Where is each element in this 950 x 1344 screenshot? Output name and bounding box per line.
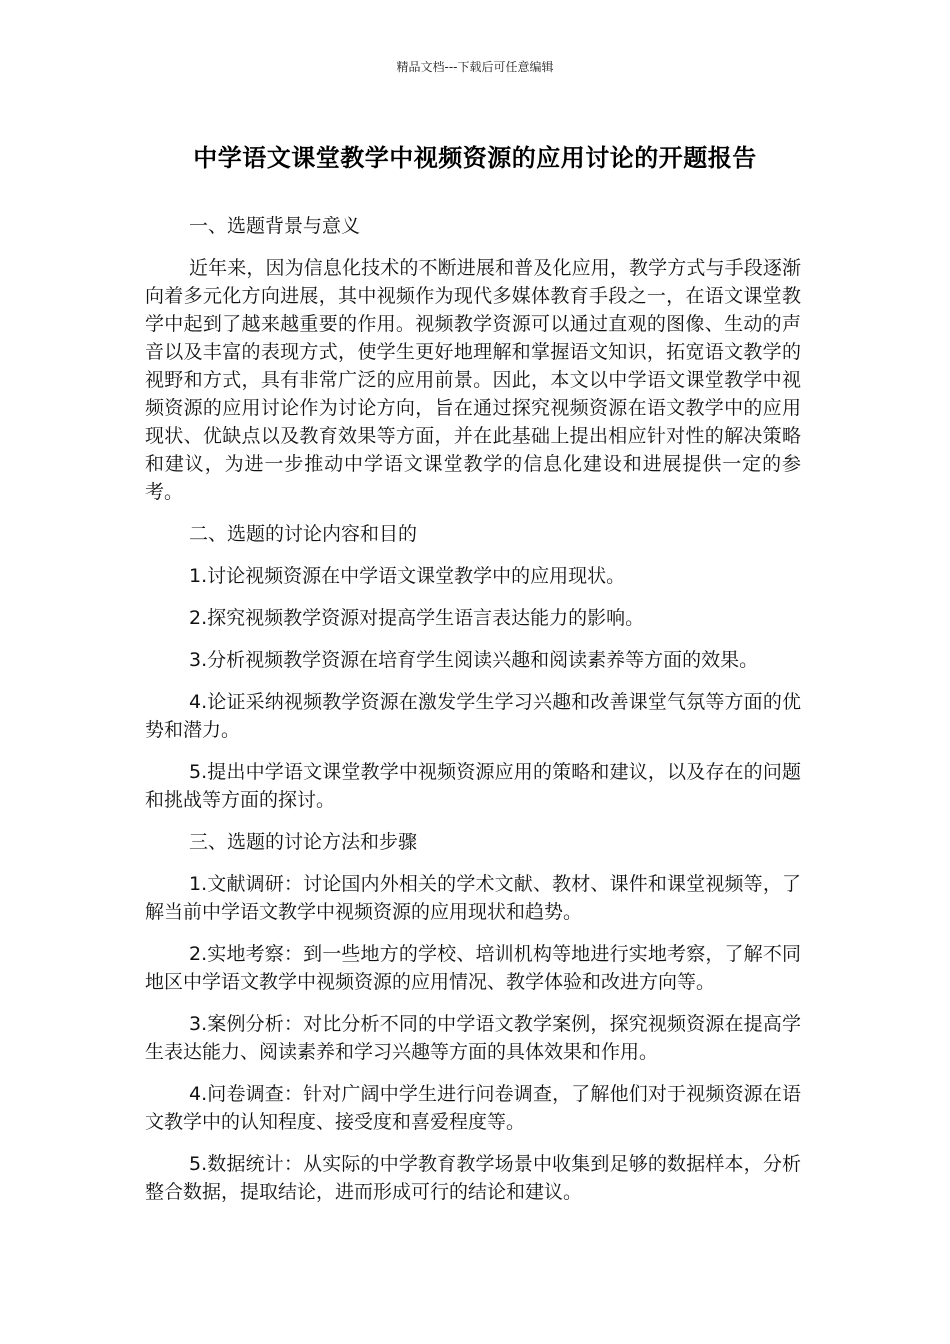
page-header-note: 精品文档---下载后可任意编辑 (396, 60, 554, 74)
section-heading-background: 一、选题背景与意义 (189, 215, 361, 237)
list-item-method-4: 4.问卷调查：针对广阔中学生进行问卷调查，了解他们对于视频资源在语文教学中的认知程度、接受度和喜爱程度等。 (145, 1083, 801, 1133)
list-item-goal-5: 5.提出中学语文课堂教学中视频资源应用的策略和建议，以及存在的问题和挑战等方面的探讨。 (145, 761, 801, 811)
document-title: 中学语文课堂教学中视频资源的应用讨论的开题报告 (193, 144, 757, 172)
list-item-method-5: 5.数据统计：从实际的中学教育教学场景中收集到足够的数据样本，分析整合数据，提取结论，进而形成可行的结论和建议。 (145, 1153, 801, 1203)
list-item-goal-4: 4.论证采纳视频教学资源在激发学生学习兴趣和改善课堂气氛等方面的优势和潜力。 (145, 691, 801, 741)
document-body (145, 212, 801, 1220)
section-heading-methods: 三、选题的讨论方法和步骤 (189, 831, 418, 853)
list-item-method-1: 1.文献调研：讨论国内外相关的学术文献、教材、课件和课堂视频等，了解当前中学语文教学中视频资源的应用现状和趋势。 (145, 873, 801, 923)
list-item-method-2: 2.实地考察：到一些地方的学校、培训机构等地进行实地考察，了解不同地区中学语文教学中视频资源的应用情况、教学体验和改进方向等。 (145, 943, 801, 993)
list-item-goal-3: 3.分析视频教学资源在培育学生阅读兴趣和阅读素养等方面的效果。 (189, 649, 759, 671)
list-item-goal-2: 2.探究视频教学资源对提高学生语言表达能力的影响。 (189, 607, 645, 629)
section-heading-content-goals: 二、选题的讨论内容和目的 (189, 523, 418, 545)
list-item-goal-1: 1.讨论视频资源在中学语文课堂教学中的应用现状。 (189, 565, 626, 587)
list-item-method-3: 3.案例分析：对比分析不同的中学语文教学案例，探究视频资源在提高学生表达能力、阅读素养和学习兴趣等方面的具体效果和作用。 (145, 1013, 801, 1063)
paragraph-background: 近年来，因为信息化技术的不断进展和普及化应用，教学方式与手段逐渐向着多元化方向进展，其中视频作为现代多媒体教育手段之一，在语文课堂教学中起到了越来越重要的作用。视频教学资源可以通过直观的图像、生动的声音以及丰富的表现方式，使学生更好地理解和掌握语文知识，拓宽语文教学的视野和方式，具有非常广泛的应用前景。因此，本文以中学语文课堂教学中视频资源的应用讨论作为讨论方向，旨在通过探究视频资源在语文教学中的应用现状、优缺点以及教育效果等方面，并在此基础上提出相应针对性的解决策略和建议，为进一步推动中学语文课堂教学的信息化建设和进展提供一定的参考。 (145, 257, 801, 503)
